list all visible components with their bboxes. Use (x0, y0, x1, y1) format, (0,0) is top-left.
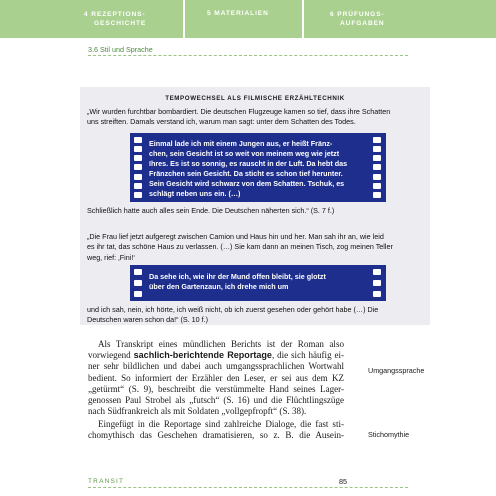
text-line: nach Südfrankreich als mit Soldaten „vollgepfropft“ (S. 38). (88, 406, 307, 417)
text-line: ner sehr bildlichen und dabei auch umgangssprachlichen Wortwahl (88, 361, 344, 372)
text-run: vorwiegend (88, 350, 134, 361)
section-heading: 3.6 Stil und Sprache (88, 45, 153, 54)
text-line (88, 350, 344, 361)
excerpt-box-title: TEMPOWECHSEL ALS FILMISCHE ERZÄHLTECHNIK (165, 95, 345, 102)
text-line: „Wir wurden furchtbar bombardiert. Die deutschen Flugzeuge kamen so tief, dass ihre Schatten (87, 107, 391, 116)
text-line: Sein Gesicht wird schwarz von dem Schatten. Tschuk, es (149, 179, 345, 188)
body-paragraph-1 (88, 339, 344, 417)
text-line: „Die Frau lief jetzt aufgeregt zwischen Camion und Haus hin und her. Man sah ihr an, wie leid (87, 232, 384, 241)
film-strip-2 (130, 265, 386, 301)
film-perforation-right (373, 137, 382, 198)
text-line: uns streiften. Damals verstand ich, warum man sagt: unter dem Schatten des Todes. (87, 117, 356, 127)
nav-chapter-4[interactable] (0, 0, 183, 38)
excerpt-paragraph-3 (87, 232, 422, 263)
text-line: chomythisch das Geschehen dramatisieren, so z. B. die Ausein- (88, 430, 344, 441)
footer-book-title: TRANSIT (88, 478, 125, 485)
footer-page-number: 85 (339, 477, 347, 486)
excerpt-paragraph-4 (87, 305, 422, 326)
text-line: Als Transkript eines mündlichen Berichts ist der Roman also (98, 339, 344, 349)
nav-chapter-5-line-1: 5 MATERIALIEN (207, 10, 269, 17)
nav-chapter-4-line-2: GESCHICHTE (94, 20, 147, 27)
text-line: es ihr tat, das schöne Haus zu verlassen. (…) Sie kam dann an meinen Tisch, zog meinen Teller (87, 242, 393, 252)
film-strip-2-text (149, 272, 368, 292)
text-line: über den Gartenzaun, ich drehe mich um (149, 282, 289, 291)
text-line: Einmal lade ich mit einem Jungen aus, er heißt Fränz- (149, 139, 333, 148)
footer-divider (88, 487, 408, 488)
chapter-navigation (0, 0, 496, 38)
text-line: bedient. So informiert der Erzähler den Leser, er sei aus dem KZ (88, 372, 344, 383)
excerpt-paragraph-2 (87, 206, 422, 216)
film-perforation-left (134, 269, 143, 297)
text-line: weg, rief: ‚Fini!‘ (87, 252, 135, 262)
margin-note-umgangssprache: Umgangssprache (368, 366, 425, 375)
excerpt-paragraph-1 (87, 107, 422, 128)
nav-chapter-4-line-1: 4 REZEPTIONS- (84, 11, 146, 18)
text-line: „getürmt“ (S. 9), beschreibt die verstümmelte Hand seines Lager- (88, 383, 344, 394)
text-line: Eingefügt in die Reportage sind zahlreiche Dialoge, die fast sti- (98, 419, 344, 429)
keyword-reportage: sachlich-berichtende Reportage (133, 350, 272, 361)
body-paragraph-2 (88, 419, 344, 441)
text-line: und ich sah, nein, ich hörte, ich weiß nicht, ob ich zuerst gesehen oder gehört habe (…) Die (87, 305, 379, 314)
text-line: Deutschen waren schon da!“ (S. 10 f.) (87, 315, 209, 325)
text-line: schlägt neben uns ein. (…) (149, 189, 241, 198)
film-strip-1-text (149, 139, 368, 199)
nav-chapter-6[interactable] (304, 0, 496, 38)
text-line: Schließlich hatte auch alles sein Ende. Die Deutschen näherten sich.“ (S. 7 f.) (87, 206, 335, 215)
text-line: Da sehe ich, wie ihr der Mund offen bleibt, sie glotzt (149, 272, 326, 281)
text-line: chen, sein Gesicht ist so weit von meinem weg wie jetzt (149, 149, 340, 158)
film-perforation-left (134, 137, 143, 198)
text-line: Fränzchen sein Gesicht. Da sticht es schon tief herunter. (149, 169, 343, 178)
film-strip-1 (130, 133, 386, 202)
text-line: Ihres. Es ist so sonnig, es rauscht in der Luft. Da hebt das (149, 159, 348, 168)
section-divider (88, 55, 408, 56)
nav-chapter-5[interactable] (185, 0, 302, 38)
film-perforation-right (373, 269, 382, 297)
margin-note-stichomythie: Stichomythie (368, 430, 410, 439)
text-run: , die sich häufig ei- (271, 350, 345, 361)
nav-chapter-6-line-1: 6 PRÜFUNGS- (330, 11, 385, 18)
text-line: genossen Paul Strobel als „futsch“ (S. 16) und die Flüchtlingszüge (88, 395, 344, 406)
nav-chapter-6-line-2: AUFGABEN (340, 20, 385, 27)
